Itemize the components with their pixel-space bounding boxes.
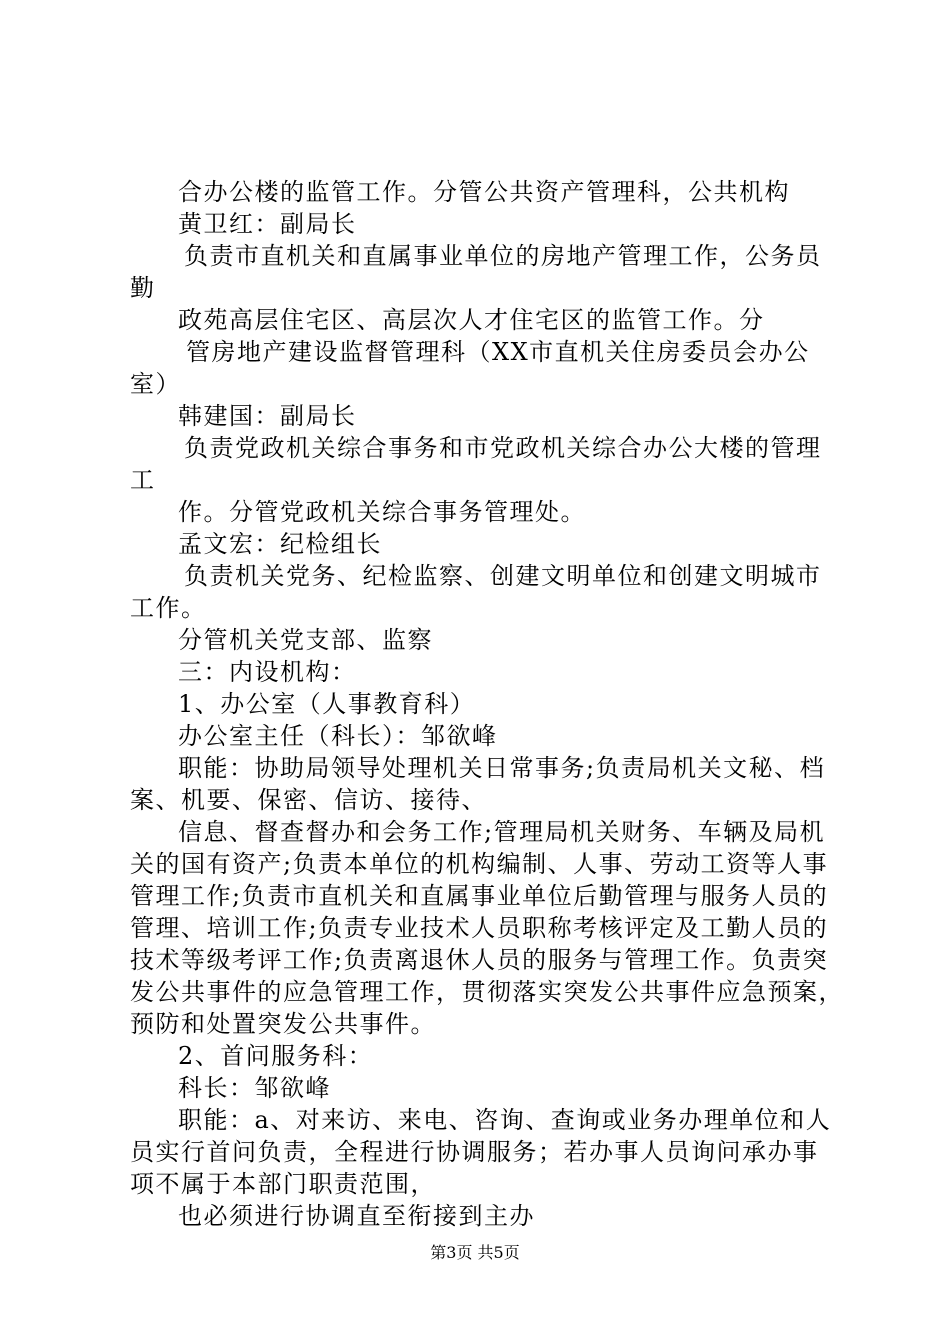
text-line: 三：内设机构： xyxy=(178,658,357,686)
text-line: 工 xyxy=(130,466,156,494)
text-line: 韩建国：副局长 xyxy=(178,402,357,430)
text-line: 管房地产建设监督管理科（XX市直机关住房委员会办公 xyxy=(186,338,810,366)
text-line: 也必须进行协调直至衔接到主办 xyxy=(178,1202,535,1230)
text-line: 分管机关党支部、监察 xyxy=(178,626,433,654)
text-line: 2、首问服务科： xyxy=(178,1042,374,1070)
text-line: 工作。 xyxy=(130,594,207,622)
document-body xyxy=(130,176,844,1232)
text-line: 信息、督查督办和会务工作;管理局机关财务、车辆及局机 xyxy=(178,818,826,846)
text-line: 管理工作;负责市直机关和直属事业单位后勤管理与服务人员的 xyxy=(130,882,829,910)
text-line: 发公共事件的应急管理工作，贯彻落实突发公共事件应急预案， xyxy=(130,978,844,1006)
text-line: 员实行首问负责，全程进行协调服务；若办事人员询问承办事 xyxy=(130,1138,819,1166)
text-line: 项不属于本部门职责范围， xyxy=(130,1170,436,1198)
text-line: 办公室主任（科长）：邹欲峰 xyxy=(178,722,498,750)
text-line: 负责机关党务、纪检监察、创建文明单位和创建文明城市 xyxy=(184,562,822,590)
text-line: 科长：邹欲峰 xyxy=(178,1074,331,1102)
text-line: 负责市直机关和直属事业单位的房地产管理工作，公务员 xyxy=(184,242,822,270)
text-line: 政苑高层住宅区、高层次人才住宅区的监管工作。分 xyxy=(178,306,765,334)
text-line: 技术等级考评工作;负责离退休人员的服务与管理工作。负责突 xyxy=(130,946,829,974)
text-line: 黄卫红：副局长 xyxy=(178,210,357,238)
text-line: 预防和处置突发公共事件。 xyxy=(130,1010,436,1038)
text-line: 合办公楼的监管工作。分管公共资产管理科，公共机构 xyxy=(178,178,790,206)
text-line: 作。分管党政机关综合事务管理处。 xyxy=(178,498,586,526)
text-line: 负责党政机关综合事务和市党政机关综合办公大楼的管理 xyxy=(184,434,822,462)
page-footer: 第3页 共5页 xyxy=(430,1243,520,1262)
text-line: 关的国有资产;负责本单位的机构编制、人事、劳动工资等人事 xyxy=(130,850,829,878)
text-line: 职能：协助局领导处理机关日常事务;负责局机关文秘、档 xyxy=(178,754,826,782)
text-line: 室） xyxy=(130,370,181,398)
text-line: 1、办公室（人事教育科） xyxy=(178,690,476,718)
text-line: 勤 xyxy=(130,274,156,302)
text-line: 管理、培训工作;负责专业技术人员职称考核评定及工勤人员的 xyxy=(130,914,829,942)
text-line: 孟文宏：纪检组长 xyxy=(178,530,382,558)
text-line: 案、机要、保密、信访、接待、 xyxy=(130,786,487,814)
text-line: 职能：a、对来访、来电、咨询、查询或业务办理单位和人 xyxy=(178,1106,832,1134)
